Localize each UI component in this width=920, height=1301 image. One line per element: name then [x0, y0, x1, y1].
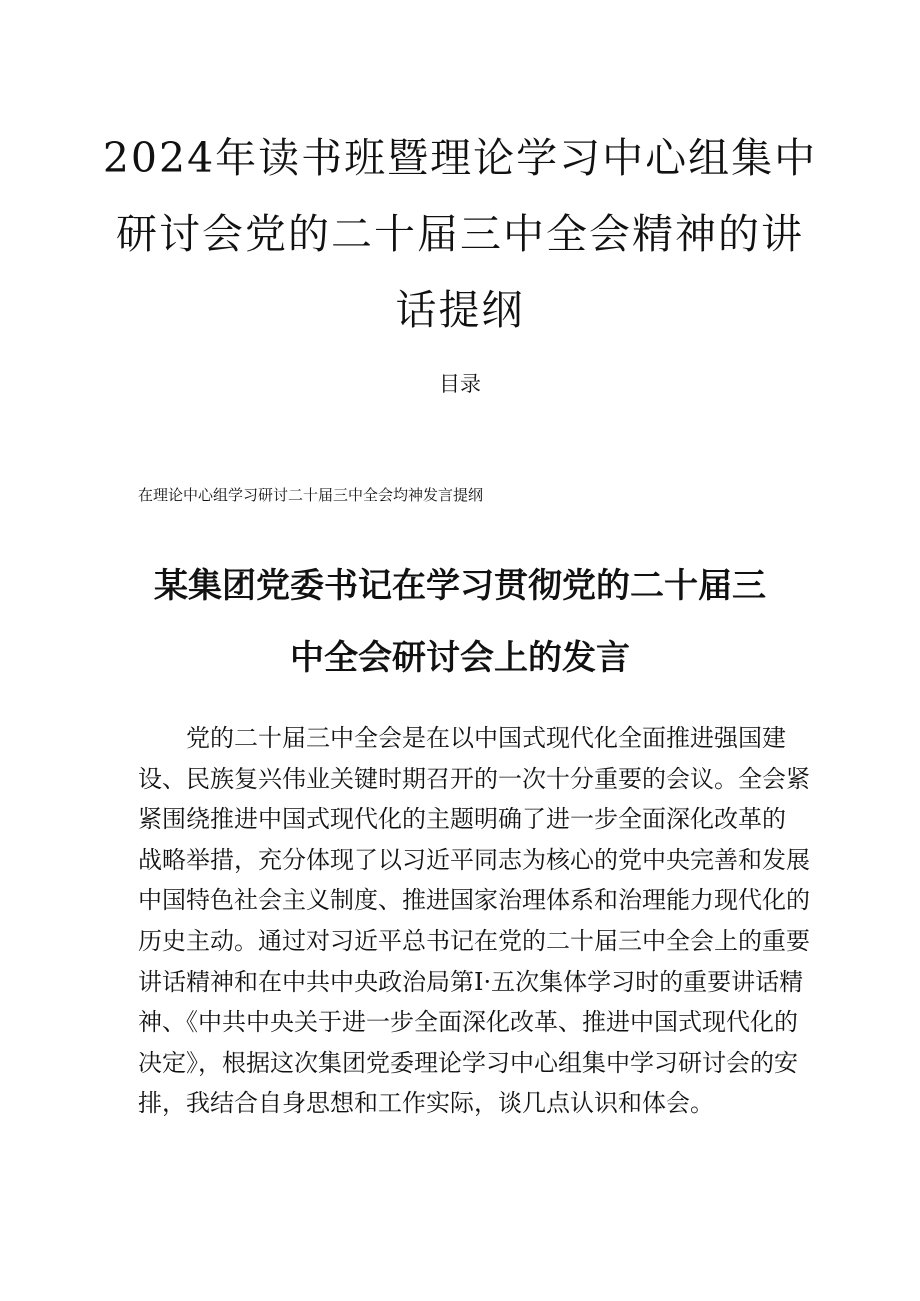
document-title-line: 研讨会党的二十届三中全会精神的讲 [116, 210, 804, 258]
toc-entry[interactable]: 在理论中心组学习研讨二十届三中全会均神发言提纲 [138, 486, 484, 504]
body-paragraph [138, 718, 810, 1124]
document-title-line: 2024年读书班暨理论学习中心组集中 [102, 134, 818, 182]
toc-heading: 目录 [439, 372, 481, 396]
speech-title-line: 中全会研讨会上的发言 [290, 638, 630, 678]
body-line: 排，我结合自身思想和工作实际，谈几点认识和体会。 [138, 1089, 714, 1118]
document-title-line: 话提纲 [395, 286, 525, 334]
speech-title [100, 550, 820, 694]
speech-title-line: 某集团党委书记在学习贯彻党的二十届三 [154, 566, 766, 606]
body-line: 战略举措，充分体现了以习近平同志为核心的党中央完善和发展 [138, 845, 810, 874]
body-line: 神、《中共中央关于进一步全面深化改革、推进中国式现代化的 [138, 1008, 798, 1037]
body-line: 决定》，根据这次集团党委理论学习中心组集中学习研讨会的安 [138, 1048, 798, 1077]
body-line: 党的二十届三中全会是在以中国式现代化全面推进强国建 [186, 724, 786, 752]
document-title [100, 120, 820, 348]
body-line: 中国特色社会主义制度、推进国家治理体系和治理能力现代化的 [138, 886, 810, 915]
body-line: 紧围绕推进中国式现代化的主题明确了进一步全面深化改革的 [138, 805, 786, 834]
body-line: 讲话精神和在中共中央政治局第I·五次集体学习时的重要讲话精 [138, 967, 804, 996]
body-line: 设、民族复兴伟业关键时期召开的一次十分重要的会议。全会紧 [138, 764, 810, 793]
body-line: 历史主动。通过对习近平总书记在党的二十届三中全会上的重要 [138, 926, 810, 955]
